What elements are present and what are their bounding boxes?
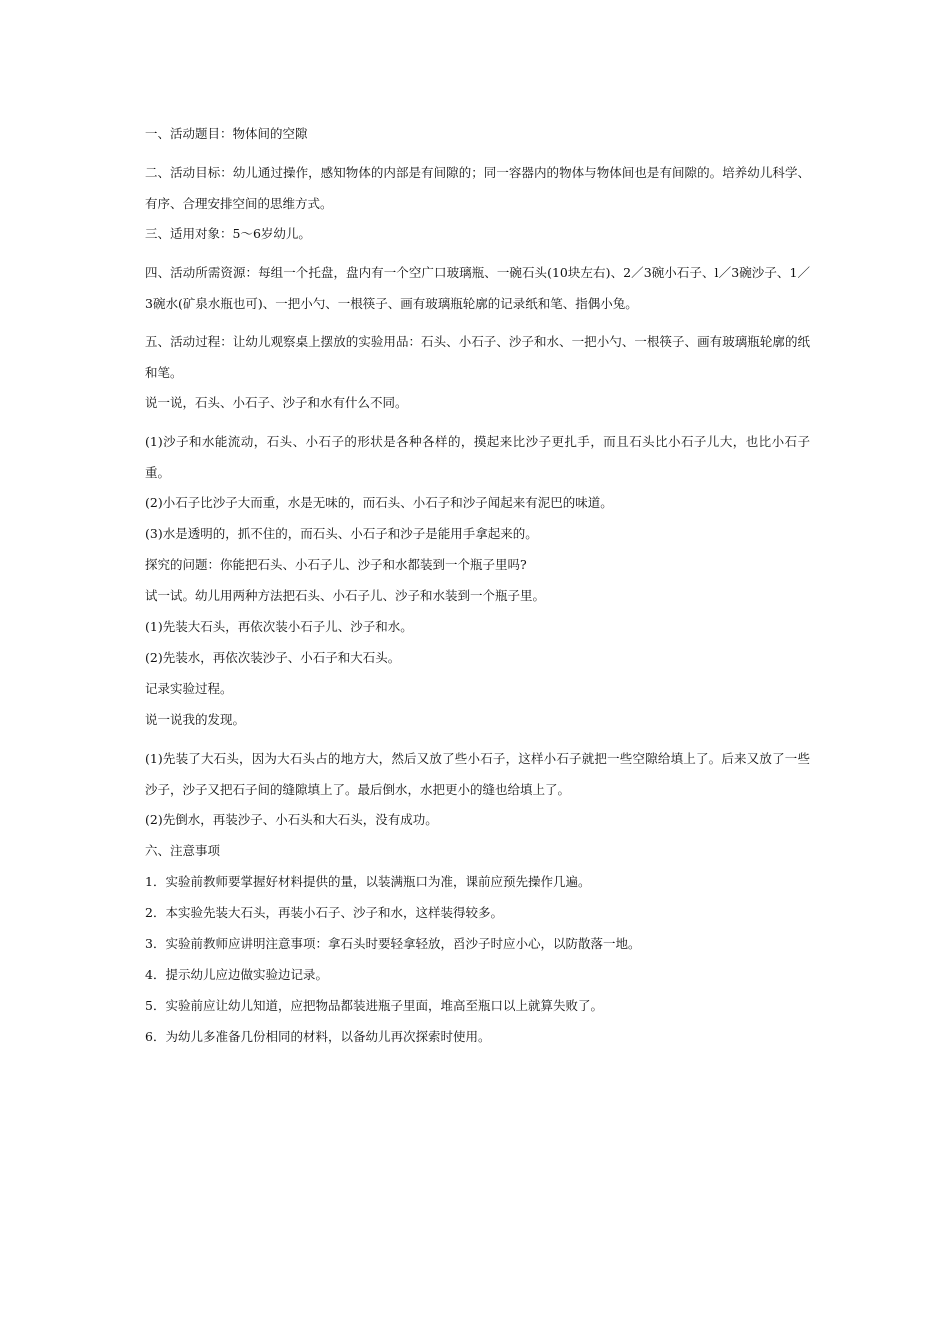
difference-item-3: (3)水是透明的，抓不住的，而石头、小石子和沙子是能用手拿起来的。 xyxy=(145,526,538,541)
section-resources: 四、活动所需资源：每组一个托盘，盘内有一个空广口玻璃瓶、一碗石头(10块左右)、2／3碗小石子、l／3碗沙子、1／3碗水(矿泉水瓶也可)、一把小勺、一根筷子、画有玻璃瓶轮廓的记录纸和笔、指偶小兔。 xyxy=(145,265,810,311)
note-5: 5．实验前应让幼儿知道，应把物品都装进瓶子里面，堆高至瓶口以上就算失败了。 xyxy=(145,998,603,1013)
try-it: 试一试。幼儿用两种方法把石头、小石子儿、沙子和水装到一个瓶子里。 xyxy=(145,588,546,603)
note-2: 2．本实验先装大石头，再装小石子、沙子和水，这样装得较多。 xyxy=(145,905,503,920)
difference-item-2: (2)小石子比沙子大而重，水是无味的，而石头、小石子和沙子闻起来有泥巴的味道。 xyxy=(145,495,613,510)
section-title-topic: 一、活动题目：物体间的空隙 xyxy=(145,126,308,141)
say-findings: 说一说我的发现。 xyxy=(145,712,246,727)
section-goal: 二、活动目标：幼儿通过操作，感知物体的内部是有间隙的；同一容器内的物体与物体间也是有间隙的。培养幼儿科学、有序、合理安排空间的思维方式。 xyxy=(145,165,810,211)
note-3: 3．实验前教师应讲明注意事项：拿石头时要轻拿轻放，舀沙子时应小心，以防散落一地。 xyxy=(145,936,641,951)
note-4: 4．提示幼儿应边做实验边记录。 xyxy=(145,967,328,982)
difference-item-1: (1)沙子和水能流动，石头、小石子的形状是各种各样的，摸起来比沙子更扎手，而且石头比小石子儿大，也比小石子重。 xyxy=(145,434,810,480)
section-title-notes: 六、注意事项 xyxy=(145,843,221,858)
finding-2: (2)先倒水，再装沙子、小石头和大石头，没有成功。 xyxy=(145,812,438,827)
exploration-question: 探究的问题：你能把石头、小石子儿、沙子和水都装到一个瓶子里吗? xyxy=(145,557,527,572)
document-body xyxy=(145,126,810,1060)
note-1: 1．实验前教师要掌握好材料提供的量，以装满瓶口为准，课前应预先操作几遍。 xyxy=(145,874,591,889)
method-2: (2)先装水，再依次装沙子、小石子和大石头。 xyxy=(145,650,401,665)
section-audience: 三、适用对象：5～6岁幼儿。 xyxy=(145,226,311,241)
finding-1: (1)先装了大石头，因为大石头占的地方大，然后又放了些小石子，这样小石子就把一些空隙给填上了。后来又放了一些沙子，沙子又把石子间的缝隙填上了。最后倒水，水把更小的缝也给填上了。 xyxy=(145,751,810,797)
method-1: (1)先装大石头，再依次装小石子儿、沙子和水。 xyxy=(145,619,413,634)
section-process: 五、活动过程：让幼儿观察桌上摆放的实验用品：石头、小石子、沙子和水、一把小勺、一根筷子、画有玻璃瓶轮廓的纸和笔。 xyxy=(145,334,810,380)
record-process: 记录实验过程。 xyxy=(145,681,233,696)
note-6: 6．为幼儿多准备几份相同的材料，以备幼儿再次探索时使用。 xyxy=(145,1029,491,1044)
say-differences: 说一说，石头、小石子、沙子和水有什么不同。 xyxy=(145,395,408,410)
